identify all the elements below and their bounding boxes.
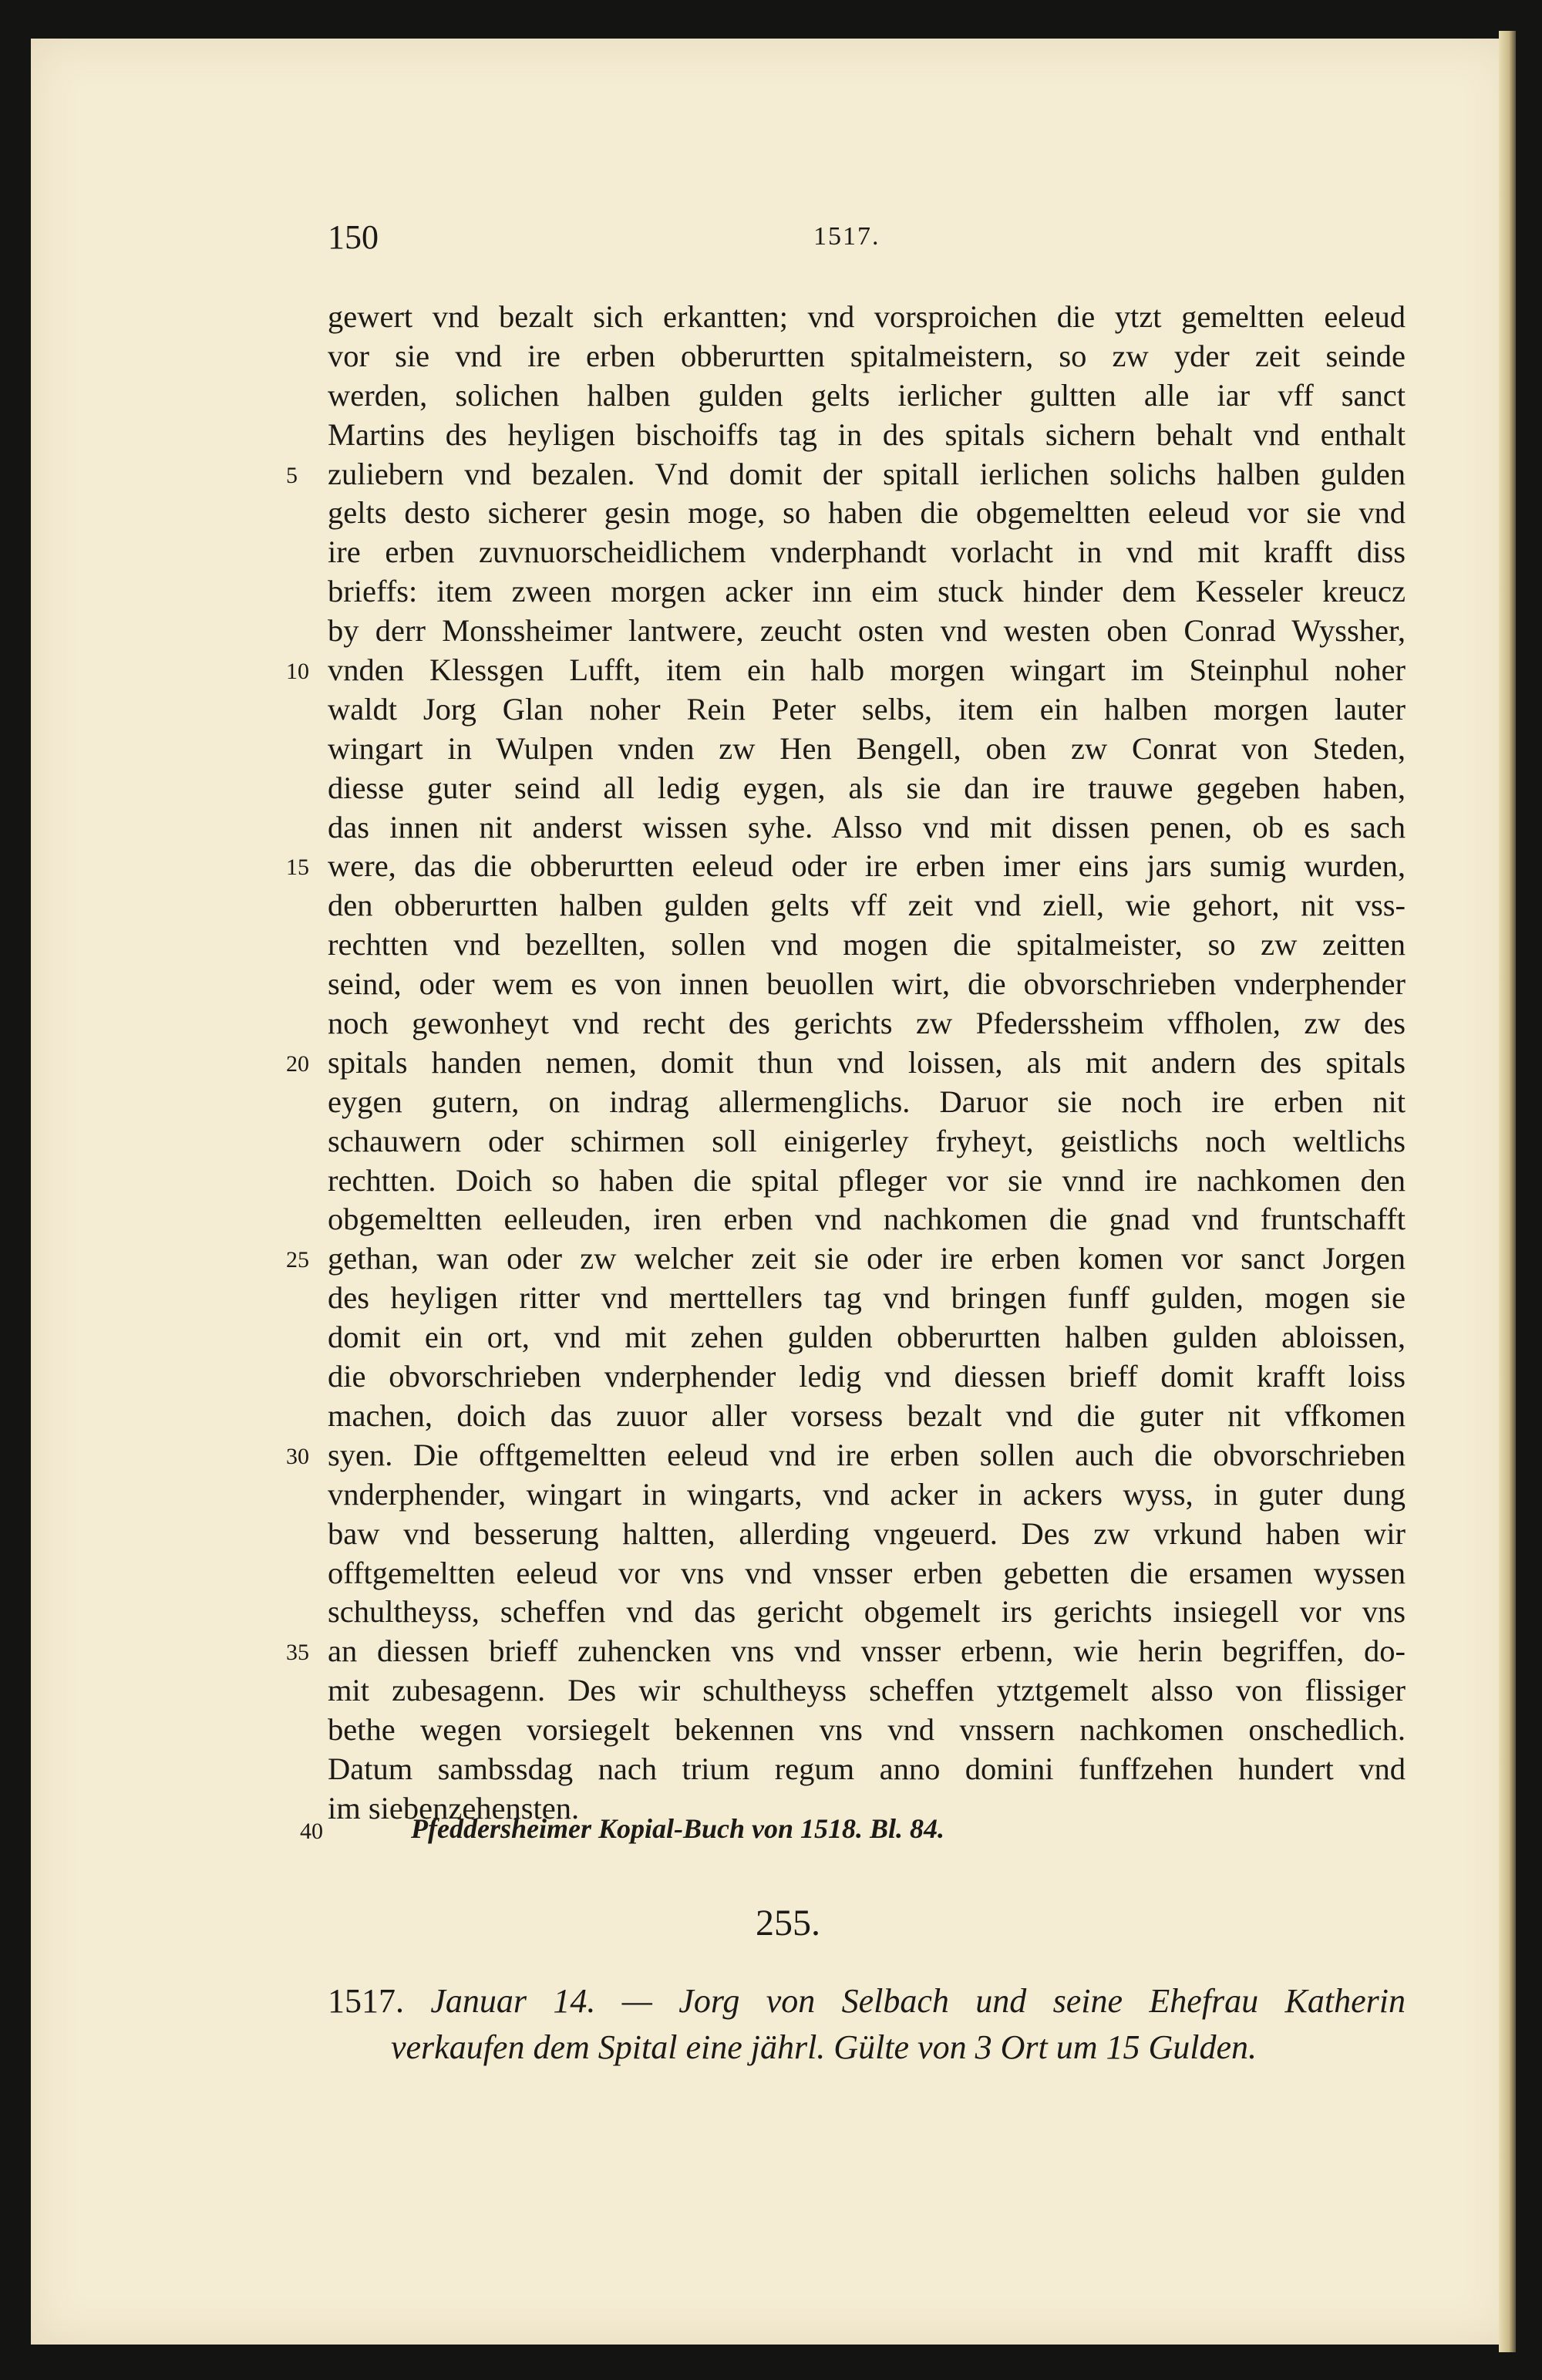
text-line <box>328 1004 1406 1043</box>
text-line <box>328 886 1406 925</box>
line-number: 40 <box>300 1819 323 1844</box>
text-line <box>286 1632 1406 1671</box>
line-text: noch gewonheyt vnd recht des gerichts zw Pfederssheim vffholen, zw des <box>328 1006 1406 1041</box>
text-line <box>286 1239 1406 1279</box>
text-line <box>286 651 1406 690</box>
line-text: bethe wegen vorsiegelt bekennen vns vnd vnssern nachkomen onschedlich. <box>328 1712 1406 1748</box>
source-citation <box>300 1812 1406 1856</box>
text-line <box>328 1083 1406 1122</box>
document-body <box>286 298 1406 1829</box>
text-line <box>328 1122 1406 1161</box>
line-text: by derr Monssheimer lantwere, zeucht osten vnd westen oben Conrad Wyssher, <box>328 613 1406 649</box>
line-text: diesse guter seind all ledig eygen, als sie dan ire trauwe gegeben haben, <box>328 770 1406 805</box>
line-text: vnderphender, wingart in wingarts, vnd acker in ackers wyss, in guter dung <box>328 1476 1406 1512</box>
line-text: syen. Die offtgemeltten eeleud vnd ire erben sollen auch die obvorschrieben <box>328 1437 1406 1472</box>
text-line <box>328 494 1406 533</box>
line-text: das innen nit anderst wissen syhe. Alsso vnd mit dissen penen, ob es sach <box>328 809 1406 844</box>
line-text: des heyligen ritter vnd merttellers tag vnd bringen funff gulden, mogen sie <box>328 1280 1406 1316</box>
text-line <box>328 1711 1406 1750</box>
text-line <box>328 416 1406 455</box>
heading-line-1 <box>328 1978 1406 2024</box>
line-text: die obvorschrieben vnderphender ledig vnd diessen brieff domit krafft loiss <box>328 1359 1406 1394</box>
source-text: Pfeddersheimer Kopial-Buch von 1518. Bl. 84. <box>411 1813 944 1844</box>
line-text: spitals handen nemen, domit thun vnd loissen, als mit andern des spitals <box>328 1044 1406 1080</box>
line-text: eygen gutern, on indrag allermenglichs. Daruor sie noch ire erben nit <box>328 1084 1406 1119</box>
text-line <box>286 455 1406 494</box>
text-line <box>328 1750 1406 1789</box>
line-text: domit ein ort, vnd mit zehen gulden obberurtten halben gulden abloissen, <box>328 1320 1406 1355</box>
text-line <box>328 1318 1406 1357</box>
page-number: 150 <box>328 218 379 256</box>
line-text: schultheyss, scheffen vnd das gericht obgemelt irs gerichts insiegell vor vns <box>328 1594 1406 1630</box>
line-text: werden, solichen halben gulden gelts ierlicher gultten alle iar vff sanct <box>328 377 1406 413</box>
heading-line-2: verkaufen dem Spital eine jährl. Gülte von 3 Ort um 15 Gulden. <box>391 2028 1258 2066</box>
page-header <box>328 217 1396 264</box>
text-line <box>328 1161 1406 1201</box>
line-text: rechtten. Doich so haben die spital pfleger vor sie vnnd ire nachkomen den <box>328 1162 1406 1198</box>
text-line <box>286 1043 1406 1083</box>
line-text: gelts desto sicherer gesin moge, so haben die obgemeltten eeleud vor sie vnd <box>328 495 1406 531</box>
text-line <box>328 1279 1406 1318</box>
line-text: offtgemeltten eeleud vor vns vnd vnsser erben gebetten die ersamen wyssen <box>328 1555 1406 1590</box>
line-text: im siebenzehensten. <box>328 1790 580 1825</box>
text-line <box>328 690 1406 730</box>
text-line <box>328 925 1406 965</box>
line-text: vnden Klessgen Lufft, item ein halb morgen wingart im Steinphul noher <box>328 652 1406 688</box>
line-number: 5 <box>286 462 298 488</box>
text-line <box>328 612 1406 651</box>
text-line <box>328 298 1406 337</box>
text-line <box>328 808 1406 848</box>
text-line <box>328 1515 1406 1554</box>
text-line <box>328 572 1406 612</box>
line-text: Datum sambssdag nach trium regum anno domini funffzehen hundert vnd <box>328 1751 1406 1786</box>
text-line <box>328 1357 1406 1397</box>
line-text: Martins des heyligen bischoiffs tag in des spitals sichern behalt vnd enthalt <box>328 416 1406 452</box>
heading-year: 1517. <box>328 1982 404 2020</box>
text-line <box>328 1593 1406 1632</box>
line-number: 35 <box>286 1640 309 1666</box>
text-line <box>328 965 1406 1004</box>
text-line <box>286 1436 1406 1475</box>
text-line <box>328 1397 1406 1436</box>
line-number: 10 <box>286 659 309 685</box>
text-line <box>328 1671 1406 1711</box>
heading-date-summary: Januar 14. — Jorg von Selbach und seine Ehefrau Katherin <box>430 1982 1406 2020</box>
line-text: wingart in Wulpen vnden zw Hen Bengell, oben zw Conrat von Steden, <box>328 730 1406 766</box>
line-text: schauwern oder schirmen soll einigerley fryheyt, geistlichs noch weltlichs <box>328 1123 1406 1158</box>
line-text: ire erben zuvnuorscheidlichem vnderphandt vorlacht in vnd mit krafft diss <box>328 534 1406 570</box>
line-text: gewert vnd bezalt sich erkantten; vnd vorsproichen die ytzt gemeltten eeleud <box>328 299 1406 334</box>
line-text: zuliebern vnd bezalen. Vnd domit der spitall ierlichen solichs halben gulden <box>328 456 1406 491</box>
line-text: mit zubesagenn. Des wir schultheyss scheffen ytztgemelt alsso von flissiger <box>328 1673 1406 1708</box>
line-text: an diessen brieff zuhencken vns vnd vnsser erbenn, wie herin begriffen, do- <box>328 1633 1406 1669</box>
text-line <box>328 1554 1406 1593</box>
line-text: gethan, wan oder zw welcher zeit sie oder ire erben komen vor sanct Jorgen <box>328 1241 1406 1276</box>
running-head-year: 1517. <box>813 222 880 251</box>
line-text: waldt Jorg Glan noher Rein Peter selbs, item ein halben morgen lauter <box>328 691 1406 726</box>
page-edge <box>1499 31 1516 2352</box>
line-number: 25 <box>286 1247 309 1273</box>
line-text: brieffs: item zween morgen acker inn eim stuck hinder dem Kesseler kreucz <box>328 574 1406 609</box>
line-text: vor sie vnd ire erben obberurtten spitalmeistern, so zw yder zeit seinde <box>328 338 1406 373</box>
text-line <box>328 1200 1406 1239</box>
text-line <box>328 533 1406 572</box>
text-line <box>328 376 1406 416</box>
line-number: 30 <box>286 1443 309 1469</box>
line-text: obgemeltten eelleuden, iren erben vnd nachkomen die gnad vnd fruntschafft <box>328 1202 1406 1237</box>
line-text: den obberurtten halben gulden gelts vff zeit vnd ziell, wie gehort, nit vss- <box>328 888 1406 923</box>
line-text: machen, doich das zuuor aller vorsess bezalt vnd die guter nit vffkomen <box>328 1397 1406 1433</box>
line-text: baw vnd besserung haltten, allerding vngeuerd. Des zw vrkund haben wir <box>328 1515 1406 1551</box>
text-line <box>328 769 1406 808</box>
line-text: seind, oder wem es von innen beuollen wirt, die obvorschrieben vnderphender <box>328 966 1406 1002</box>
line-number: 20 <box>286 1050 309 1077</box>
text-line <box>328 1475 1406 1515</box>
line-text: were, das die obberurtten eeleud oder ire erben imer eins jars sumig wurden, <box>328 848 1406 884</box>
text-line <box>328 337 1406 376</box>
text-line <box>286 847 1406 886</box>
document-number: 255. <box>756 1903 820 1943</box>
line-number: 15 <box>286 855 309 881</box>
document-heading <box>328 1978 1406 2071</box>
text-line <box>328 730 1406 769</box>
line-text: rechtten vnd bezellten, sollen vnd mogen die spitalmeister, so zw zeitten <box>328 927 1406 962</box>
